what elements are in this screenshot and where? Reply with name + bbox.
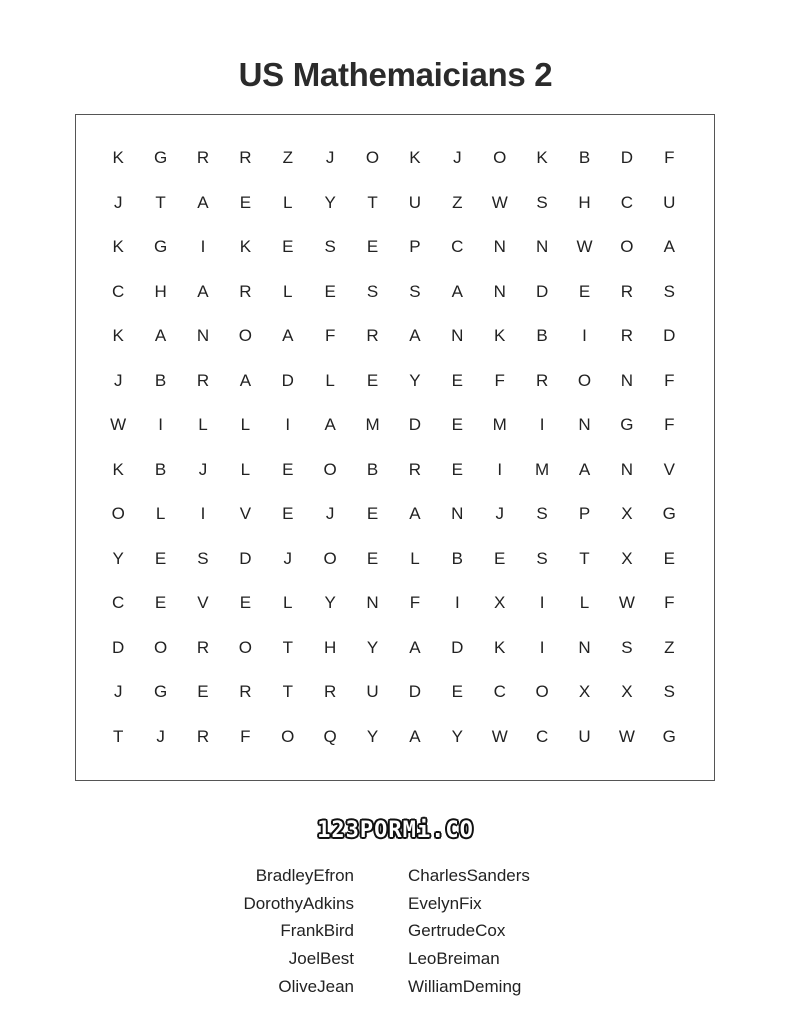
- grid-letter[interactable]: N: [620, 370, 634, 390]
- grid-letter[interactable]: E: [324, 281, 336, 301]
- grid-letter[interactable]: R: [239, 281, 252, 301]
- grid-letter[interactable]: R: [239, 148, 252, 167]
- grid-letter[interactable]: V: [239, 504, 252, 523]
- grid-letter[interactable]: E: [663, 548, 675, 568]
- site-logo: 123PORMi.CO: [317, 818, 474, 843]
- grid-letter[interactable]: R: [324, 682, 337, 701]
- grid-letter[interactable]: Y: [451, 726, 463, 746]
- word-search-grid-frame: [75, 114, 715, 781]
- grid-letter[interactable]: S: [197, 548, 209, 568]
- grid-letter[interactable]: X: [621, 504, 633, 523]
- grid-letter[interactable]: N: [578, 637, 591, 657]
- grid-letter[interactable]: D: [535, 281, 549, 301]
- grid-letter[interactable]: A: [409, 726, 421, 746]
- grid-letter[interactable]: S: [621, 637, 633, 657]
- grid-letter[interactable]: E: [239, 593, 252, 612]
- grid-letter[interactable]: Z: [664, 637, 675, 657]
- word-list-right-column: [408, 862, 530, 1001]
- grid-letter[interactable]: R: [196, 370, 210, 390]
- grid-letter[interactable]: C: [112, 593, 125, 612]
- grid-letter[interactable]: B: [366, 459, 379, 479]
- word-list-left-column: [243, 862, 354, 1001]
- grid-letter[interactable]: E: [282, 237, 294, 256]
- grid-letter[interactable]: N: [196, 326, 210, 345]
- grid-letter[interactable]: G: [662, 726, 676, 746]
- grid-letter[interactable]: T: [282, 682, 293, 701]
- grid-letter[interactable]: O: [323, 459, 337, 479]
- word-list-item: OliveJean: [278, 976, 354, 996]
- grid-letter[interactable]: S: [366, 281, 379, 301]
- grid-letter[interactable]: L: [240, 415, 251, 434]
- grid-letter[interactable]: J: [325, 504, 335, 523]
- grid-letter[interactable]: J: [156, 726, 165, 746]
- grid-letter[interactable]: N: [493, 281, 506, 301]
- grid-letter[interactable]: E: [282, 459, 294, 479]
- grid-letter[interactable]: J: [113, 192, 123, 212]
- grid-letter[interactable]: I: [539, 593, 545, 612]
- grid-letter[interactable]: Y: [409, 370, 421, 390]
- grid-letter[interactable]: M: [365, 415, 380, 434]
- grid-letter[interactable]: P: [409, 237, 421, 256]
- grid-letter[interactable]: R: [196, 637, 210, 657]
- grid-letter[interactable]: L: [283, 192, 293, 212]
- grid-letter[interactable]: A: [578, 459, 591, 479]
- grid-letter[interactable]: D: [239, 548, 252, 568]
- grid-letter[interactable]: Y: [366, 726, 379, 746]
- grid-letter[interactable]: A: [409, 504, 421, 523]
- word-list-item: CharlesSanders: [408, 866, 530, 885]
- grid-letter[interactable]: L: [325, 370, 335, 390]
- grid-letter[interactable]: H: [154, 281, 167, 301]
- grid-letter[interactable]: H: [324, 637, 337, 657]
- grid-letter[interactable]: L: [240, 459, 251, 479]
- grid-letter[interactable]: O: [535, 682, 549, 701]
- grid-letter[interactable]: A: [282, 326, 294, 345]
- grid-letter[interactable]: K: [494, 637, 506, 657]
- grid-letter[interactable]: J: [325, 148, 335, 167]
- grid-letter[interactable]: S: [663, 281, 675, 301]
- grid-letter[interactable]: J: [113, 370, 123, 390]
- grid-letter[interactable]: L: [198, 415, 208, 434]
- grid-letter[interactable]: E: [154, 548, 167, 568]
- grid-letter[interactable]: O: [281, 726, 295, 746]
- grid-letter[interactable]: O: [238, 326, 252, 345]
- grid-letter[interactable]: E: [282, 504, 294, 523]
- grid-letter[interactable]: T: [155, 192, 166, 212]
- grid-letter[interactable]: E: [451, 682, 463, 701]
- grid-letter[interactable]: X: [494, 593, 506, 612]
- grid-letter[interactable]: J: [453, 148, 462, 167]
- word-list-item: FrankBird: [280, 921, 354, 941]
- grid-letter[interactable]: E: [366, 237, 379, 256]
- word-list-item: EvelynFix: [408, 893, 482, 913]
- grid-letter[interactable]: T: [579, 548, 590, 568]
- grid-letter[interactable]: I: [285, 415, 291, 434]
- grid-letter[interactable]: S: [536, 504, 548, 523]
- word-list-item: LeoBreiman: [408, 949, 500, 969]
- grid-letter[interactable]: C: [535, 726, 549, 746]
- grid-letter[interactable]: F: [240, 726, 251, 746]
- grid-letter[interactable]: E: [366, 504, 379, 523]
- grid-letter[interactable]: W: [491, 726, 508, 746]
- grid-letter[interactable]: D: [112, 637, 125, 657]
- grid-letter[interactable]: A: [324, 415, 336, 434]
- grid-letter[interactable]: G: [620, 415, 634, 434]
- grid-letter[interactable]: A: [197, 192, 209, 212]
- grid-letter[interactable]: C: [620, 192, 634, 212]
- grid-letter[interactable]: R: [620, 281, 634, 301]
- word-list-item: JoelBest: [288, 949, 354, 969]
- grid-letter[interactable]: I: [582, 326, 587, 345]
- grid-letter[interactable]: J: [198, 459, 208, 479]
- grid-letter[interactable]: W: [576, 237, 593, 256]
- grid-letter[interactable]: R: [535, 370, 549, 390]
- grid-letter[interactable]: A: [197, 281, 209, 301]
- grid-letter[interactable]: A: [409, 326, 421, 345]
- grid-letter[interactable]: B: [578, 148, 591, 167]
- grid-letter[interactable]: H: [578, 192, 591, 212]
- grid-letter[interactable]: N: [451, 326, 464, 345]
- grid-letter[interactable]: F: [664, 415, 675, 434]
- grid-letter[interactable]: E: [451, 370, 463, 390]
- grid-letter[interactable]: W: [618, 593, 635, 612]
- grid-letter[interactable]: K: [112, 237, 124, 256]
- grid-letter[interactable]: O: [323, 548, 337, 568]
- grid-letter[interactable]: O: [577, 370, 592, 390]
- grid-letter[interactable]: O: [493, 148, 507, 167]
- grid-letter[interactable]: Y: [366, 637, 379, 657]
- grid-letter[interactable]: D: [408, 415, 422, 434]
- grid-letter[interactable]: B: [154, 459, 167, 479]
- grid-letter[interactable]: K: [112, 326, 124, 345]
- grid-letter[interactable]: G: [153, 682, 168, 701]
- grid-letter[interactable]: I: [158, 415, 163, 434]
- grid-letter[interactable]: F: [324, 326, 336, 345]
- grid-letter[interactable]: R: [239, 682, 252, 701]
- grid-letter[interactable]: C: [451, 237, 464, 256]
- grid-letter[interactable]: I: [497, 459, 503, 479]
- grid-letter[interactable]: Y: [324, 192, 336, 212]
- grid-letter[interactable]: K: [536, 148, 548, 167]
- grid-letter[interactable]: E: [239, 192, 252, 212]
- grid-letter[interactable]: N: [366, 593, 379, 612]
- grid-letter[interactable]: U: [408, 192, 422, 212]
- grid-letter[interactable]: S: [536, 192, 548, 212]
- grid-letter[interactable]: N: [620, 459, 634, 479]
- grid-letter[interactable]: X: [578, 682, 591, 701]
- grid-letter[interactable]: I: [539, 415, 545, 434]
- grid-letter[interactable]: P: [578, 504, 591, 523]
- grid-letter[interactable]: G: [153, 237, 168, 256]
- grid-letter[interactable]: T: [367, 192, 378, 212]
- grid-letter[interactable]: V: [663, 459, 675, 479]
- grid-letter[interactable]: X: [621, 682, 633, 701]
- grid-letter[interactable]: A: [239, 370, 252, 390]
- grid-letter[interactable]: X: [621, 548, 633, 568]
- grid-letter[interactable]: D: [663, 326, 676, 345]
- grid-letter[interactable]: F: [664, 370, 675, 390]
- grid-letter[interactable]: F: [664, 148, 675, 167]
- grid-letter[interactable]: F: [409, 593, 421, 612]
- grid-letter[interactable]: N: [493, 237, 506, 256]
- grid-letter[interactable]: T: [113, 726, 124, 746]
- grid-letter[interactable]: D: [451, 637, 464, 657]
- grid-letter[interactable]: W: [491, 192, 508, 212]
- grid-letter[interactable]: C: [112, 281, 125, 301]
- grid-letter[interactable]: K: [239, 237, 252, 256]
- grid-letter[interactable]: O: [238, 637, 252, 657]
- grid-letter[interactable]: A: [409, 637, 421, 657]
- word-list-item: DorothyAdkins: [243, 893, 354, 913]
- grid-letter[interactable]: Z: [282, 148, 293, 167]
- grid-letter[interactable]: U: [663, 192, 676, 212]
- grid-letter[interactable]: O: [153, 637, 168, 657]
- grid-letter[interactable]: S: [536, 548, 548, 568]
- grid-letter[interactable]: K: [409, 148, 421, 167]
- grid-letter[interactable]: K: [112, 459, 124, 479]
- grid-letter[interactable]: G: [153, 148, 168, 167]
- grid-letter[interactable]: B: [154, 370, 167, 390]
- grid-letter[interactable]: M: [492, 415, 507, 434]
- grid-letter[interactable]: B: [536, 326, 548, 345]
- grid-letter[interactable]: L: [155, 504, 166, 523]
- grid-letter[interactable]: Z: [452, 192, 463, 212]
- grid-letter[interactable]: T: [282, 637, 293, 657]
- grid-letter[interactable]: C: [493, 682, 506, 701]
- grid-letter[interactable]: Y: [324, 593, 336, 612]
- grid-letter[interactable]: R: [366, 326, 379, 345]
- grid-letter[interactable]: I: [200, 237, 206, 256]
- grid-letter[interactable]: O: [365, 148, 380, 167]
- grid-letter[interactable]: S: [409, 281, 421, 301]
- grid-letter[interactable]: D: [281, 370, 294, 390]
- grid-letter[interactable]: I: [200, 504, 206, 523]
- grid-letter[interactable]: L: [283, 593, 293, 612]
- grid-letter[interactable]: I: [539, 637, 545, 657]
- grid-letter[interactable]: A: [663, 237, 675, 256]
- grid-letter[interactable]: G: [662, 504, 676, 523]
- grid-letter[interactable]: E: [451, 459, 463, 479]
- grid-letter[interactable]: W: [618, 726, 635, 746]
- grid-letter[interactable]: Y: [112, 548, 124, 568]
- grid-letter[interactable]: I: [454, 593, 460, 612]
- grid-letter[interactable]: R: [196, 726, 210, 746]
- grid-letter[interactable]: M: [535, 459, 550, 479]
- grid-letter[interactable]: E: [366, 548, 379, 568]
- word-list-item: BradleyEfron: [255, 866, 354, 885]
- grid-letter[interactable]: S: [663, 682, 675, 701]
- grid-letter[interactable]: W: [110, 415, 127, 434]
- page-title: US Mathemaicians 2: [238, 56, 553, 93]
- grid-letter[interactable]: B: [451, 548, 463, 568]
- grid-letter[interactable]: L: [579, 593, 590, 612]
- grid-letter[interactable]: E: [578, 281, 591, 301]
- word-list-item: WilliamDeming: [408, 976, 522, 996]
- grid-letter[interactable]: S: [324, 237, 336, 256]
- grid-letter[interactable]: A: [154, 326, 167, 345]
- grid-letter[interactable]: J: [283, 548, 292, 568]
- grid-letter[interactable]: D: [620, 148, 634, 167]
- grid-letter[interactable]: V: [197, 593, 209, 612]
- grid-letter[interactable]: N: [451, 504, 464, 523]
- grid-letter[interactable]: E: [154, 593, 167, 612]
- grid-letter[interactable]: O: [620, 237, 634, 256]
- word-list-item: GertrudeCox: [408, 921, 506, 941]
- grid-letter[interactable]: E: [366, 370, 379, 390]
- grid-letter[interactable]: K: [494, 326, 506, 345]
- grid-letter[interactable]: J: [113, 682, 123, 701]
- grid-letter[interactable]: U: [578, 726, 591, 746]
- grid-letter[interactable]: A: [451, 281, 463, 301]
- grid-letter[interactable]: L: [283, 281, 293, 301]
- grid-letter[interactable]: J: [495, 504, 504, 523]
- grid-letter[interactable]: D: [408, 682, 422, 701]
- grid-letter[interactable]: R: [620, 326, 634, 345]
- grid-letter[interactable]: U: [366, 682, 379, 701]
- grid-letter[interactable]: R: [408, 459, 422, 479]
- grid-letter[interactable]: N: [535, 237, 549, 256]
- word-search-grid: [97, 136, 690, 759]
- grid-letter[interactable]: Q: [323, 726, 337, 746]
- grid-letter[interactable]: E: [494, 548, 506, 568]
- grid-letter[interactable]: R: [196, 148, 210, 167]
- grid-letter[interactable]: O: [111, 504, 125, 523]
- grid-letter[interactable]: K: [112, 148, 124, 167]
- grid-letter[interactable]: F: [664, 593, 675, 612]
- grid-letter[interactable]: L: [410, 548, 420, 568]
- grid-letter[interactable]: E: [197, 682, 209, 701]
- grid-letter[interactable]: F: [494, 370, 505, 390]
- grid-letter[interactable]: N: [578, 415, 591, 434]
- grid-letter[interactable]: E: [451, 415, 463, 434]
